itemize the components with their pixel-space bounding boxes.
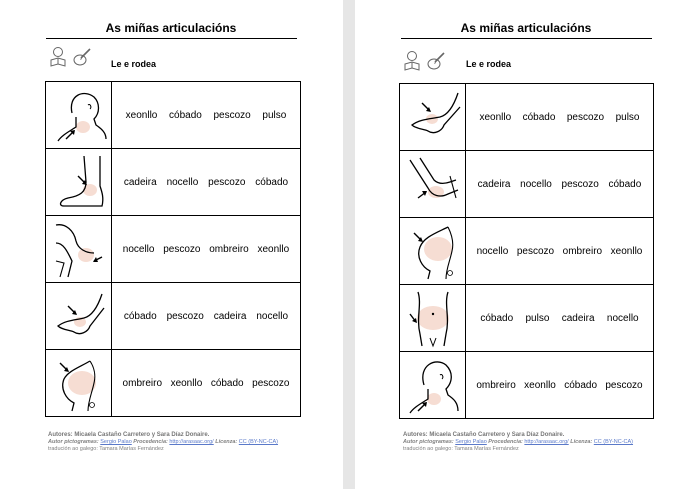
picture-cell (46, 82, 112, 149)
word-option[interactable]: nocello (520, 178, 552, 190)
authors-line: Autores: Micaela Castaño Carretero y Sara Díaz Donaire. (403, 432, 565, 438)
title-underline (401, 38, 652, 39)
word-option[interactable]: cóbado (169, 109, 202, 121)
table-row (46, 149, 301, 216)
word-option[interactable]: nocello (122, 243, 155, 255)
picture-cell (400, 151, 466, 218)
word-option[interactable]: pescozo (213, 109, 251, 121)
page-title: As miñas articulacións (460, 21, 592, 35)
elbow-icon (400, 154, 465, 214)
instruction-icons (402, 50, 446, 72)
word-option[interactable]: pescozo (163, 243, 201, 255)
picture-cell (400, 285, 466, 352)
words-cell (112, 82, 301, 149)
table-row (400, 218, 654, 285)
word-option[interactable]: cóbado (480, 312, 514, 324)
word-option[interactable]: pulso (615, 111, 640, 123)
word-option[interactable]: cóbado (522, 111, 556, 123)
words-cell (466, 84, 654, 151)
reading-child-icon (402, 50, 422, 72)
word-option[interactable]: ombreiro (122, 377, 163, 389)
words-cell (112, 216, 301, 283)
title-underline (46, 38, 297, 39)
table-row (400, 285, 654, 352)
word-option[interactable]: xeonllo (125, 109, 158, 121)
pencil-circle-icon (72, 46, 92, 68)
table-row (400, 151, 654, 218)
picture-cell (400, 218, 466, 285)
word-option[interactable]: ombreiro (562, 245, 603, 257)
instruction-icons (48, 46, 92, 68)
instruction-text: Le e rodea (111, 59, 157, 69)
pencil-circle-icon (426, 50, 446, 72)
word-option[interactable]: pescozo (561, 178, 599, 190)
word-option[interactable]: ombreiro (476, 379, 516, 391)
words-cell (112, 149, 301, 216)
pictogram-author-link[interactable]: Sergio Palao (455, 439, 487, 445)
source-link[interactable]: http://arasaac.org/ (524, 439, 569, 445)
word-option[interactable]: nocello (606, 312, 639, 324)
picture-cell (46, 283, 112, 350)
picture-cell (46, 149, 112, 216)
word-option[interactable]: pulso (525, 312, 550, 324)
word-option[interactable]: pescozo (516, 245, 555, 257)
instruction-text: Le e rodea (466, 59, 512, 69)
word-option[interactable]: nocello (476, 245, 509, 257)
shoulder-icon (46, 353, 111, 413)
word-option[interactable]: cóbado (123, 310, 157, 322)
word-option[interactable]: xeonllo (257, 243, 290, 255)
word-option[interactable]: cadeira (123, 176, 157, 188)
word-option[interactable]: cóbado (255, 176, 289, 188)
word-option[interactable]: xeonllo (610, 245, 643, 257)
word-option[interactable]: cóbado (608, 178, 642, 190)
word-option[interactable]: cadeira (477, 178, 511, 190)
table-row (46, 350, 301, 417)
picture-cell (400, 352, 466, 419)
knee-icon (46, 219, 111, 279)
credits-footer (403, 432, 693, 453)
word-option[interactable]: cóbado (210, 377, 244, 389)
word-option[interactable]: cadeira (561, 312, 595, 324)
word-option[interactable]: pescozo (605, 379, 643, 391)
page-title: As miñas articulacións (105, 21, 237, 35)
table-row (46, 216, 301, 283)
pictogram-credit-line: Autor pictogramas: Sergio Palao Procedencia: http://arasaac.org/ Licenza: CC (BY-NC-CA) (403, 439, 634, 445)
picture-cell (46, 350, 112, 417)
reading-child-icon (48, 46, 68, 68)
neck-icon (46, 85, 111, 145)
ankle-icon (46, 152, 111, 212)
license-link[interactable]: CC (BY-NC-CA) (593, 439, 634, 445)
picture-cell (46, 216, 112, 283)
hip-icon (400, 288, 465, 348)
word-option[interactable]: nocello (256, 310, 289, 322)
table-row (400, 84, 654, 151)
word-option[interactable]: xeonllo (479, 111, 512, 123)
word-option[interactable]: pescozo (252, 377, 290, 389)
word-option[interactable]: cadeira (213, 310, 247, 322)
words-cell (112, 350, 301, 417)
translation-credit: tradución ao galego: Tamara Marías Fernández (403, 446, 519, 452)
table-row (46, 283, 301, 350)
words-cell (466, 218, 654, 285)
word-option[interactable]: pescozo (166, 310, 204, 322)
words-cell (466, 285, 654, 352)
picture-cell (400, 84, 466, 151)
words-cell (466, 151, 654, 218)
word-option[interactable]: cóbado (564, 379, 598, 391)
wrist-icon (46, 286, 111, 346)
word-option[interactable]: pescozo (208, 176, 246, 188)
table-row (400, 352, 654, 419)
table-row (46, 82, 301, 149)
credits-footer (48, 432, 338, 453)
license-link[interactable]: CC (BY-NC-CA) (238, 439, 279, 445)
authors-line: Autores: Micaela Castaño Carretero y Sara Díaz Donaire. (48, 432, 210, 438)
worksheet-page-right (355, 0, 699, 489)
worksheet-page-left (0, 0, 343, 489)
shoulder-icon (400, 221, 465, 281)
exercise-table (45, 81, 301, 417)
word-option[interactable]: pescozo (566, 111, 605, 123)
word-option[interactable]: ombreiro (209, 243, 249, 255)
word-option[interactable]: pulso (262, 109, 287, 121)
exercise-table (399, 83, 654, 419)
word-option[interactable]: xeonllo (524, 379, 556, 391)
words-cell (112, 283, 301, 350)
translation-credit: tradución ao galego: Tamara Marías Fernández (48, 446, 164, 452)
pictogram-credit-line: Autor pictogramas: Sergio Palao Procedencia: http://arasaac.org/ Licenza: CC (BY-NC-CA) (48, 439, 279, 445)
source-link[interactable]: http://arasaac.org/ (169, 439, 214, 445)
word-option[interactable]: nocello (166, 176, 199, 188)
pictogram-author-link[interactable]: Sergio Palao (100, 439, 132, 445)
neck-icon (400, 355, 465, 415)
word-option[interactable]: xeonllo (170, 377, 203, 389)
wrist-icon (400, 87, 465, 147)
words-cell (466, 352, 654, 419)
